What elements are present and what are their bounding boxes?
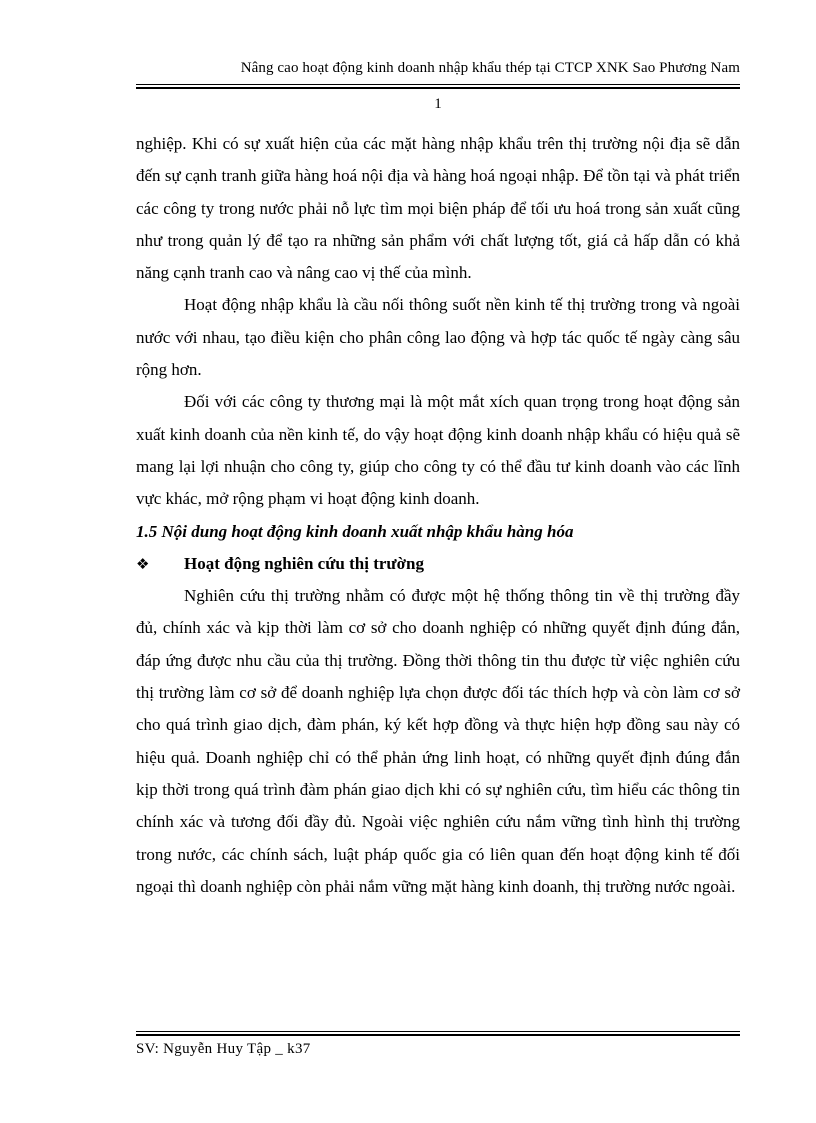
subheading-market-research — [136, 548, 740, 580]
page-number: 1 — [434, 96, 442, 112]
paragraph-2: Hoạt động nhập khẩu là cầu nối thông suốt nền kinh tế thị trường trong và ngoài nước với nhau, tạo điều kiện cho phân công lao động và hợp tác quốc tế ngày càng sâu rộng hơn. — [136, 295, 740, 380]
header-divider — [136, 84, 740, 89]
paragraph-4: Nghiên cứu thị trường nhằm có được một hệ thống thông tin về thị trường đầy đủ, chính xác và kịp thời làm cơ sở cho doanh nghiệp có những quyết định đúng đắn, đáp ứng được nhu cầu của thị trường. Đồng thời thông tin thu được từ việc nghiên cứu thị trường làm cơ sở để doanh nghiệp lựa chọn được đối tác thích hợp và còn làm cơ sở cho quá trình giao dịch, đàm phán, ký kết hợp đồng và thực hiện hợp đồng sau này có hiệu quả. Doanh nghiệp chỉ có thể phản ứng linh hoạt, có những quyết định đúng đắn kịp thời trong quá trình đàm phán giao dịch khi có sự nghiên cứu, tìm hiểu các thông tin chính xác và tương đối đầy đủ. Ngoài việc nghiên cứu nắm vững tình hình thị trường trong nước, các chính sách, luật pháp quốc gia có liên quan đến hoạt động kinh tế đối ngoại thì doanh nghiệp còn phải nắm vững mặt hàng kinh doanh, thị trường nước ngoài. — [136, 586, 740, 896]
page-header-title: Nâng cao hoạt động kinh doanh nhập khẩu thép tại CTCP XNK Sao Phương Nam — [240, 60, 740, 76]
subheading-text: Hoạt động nghiên cứu thị trường — [184, 553, 424, 573]
section-heading: 1.5 Nội dung hoạt động kinh doanh xuất nhập khẩu hàng hóa — [136, 521, 574, 541]
footer-divider — [136, 1031, 740, 1036]
diamond-bullet-icon: ❖ — [136, 554, 150, 573]
footer-author: SV: Nguyễn Huy Tập _ k37 — [136, 1041, 311, 1057]
paragraph-3: Đối với các công ty thương mại là một mắt xích quan trọng trong hoạt động sản xuất kinh doanh của nền kinh tế, do vậy hoạt động kinh doanh nhập khẩu có hiệu quả sẽ mang lại lợi nhuận cho công ty, giúp cho công ty có thể đầu tư kinh doanh vào các lĩnh vực khác, mở rộng phạm vi hoạt động kinh doanh. — [136, 392, 740, 509]
document-body — [136, 128, 740, 903]
paragraph-1: nghiệp. Khi có sự xuất hiện của các mặt hàng nhập khẩu trên thị trường nội địa sẽ dẫn đến sự cạnh tranh giữa hàng hoá nội địa và hàng hoá ngoại nhập. Để tồn tại và phát triển các công ty trong nước phải nỗ lực tìm mọi biện pháp để tối ưu hoá trong sản xuất cũng như trong quản lý để tạo ra những sản phẩm với chất lượng tốt, giá cả hấp dẫn có khả năng cạnh tranh cao và nâng cao vị thế của mình. — [136, 134, 740, 283]
